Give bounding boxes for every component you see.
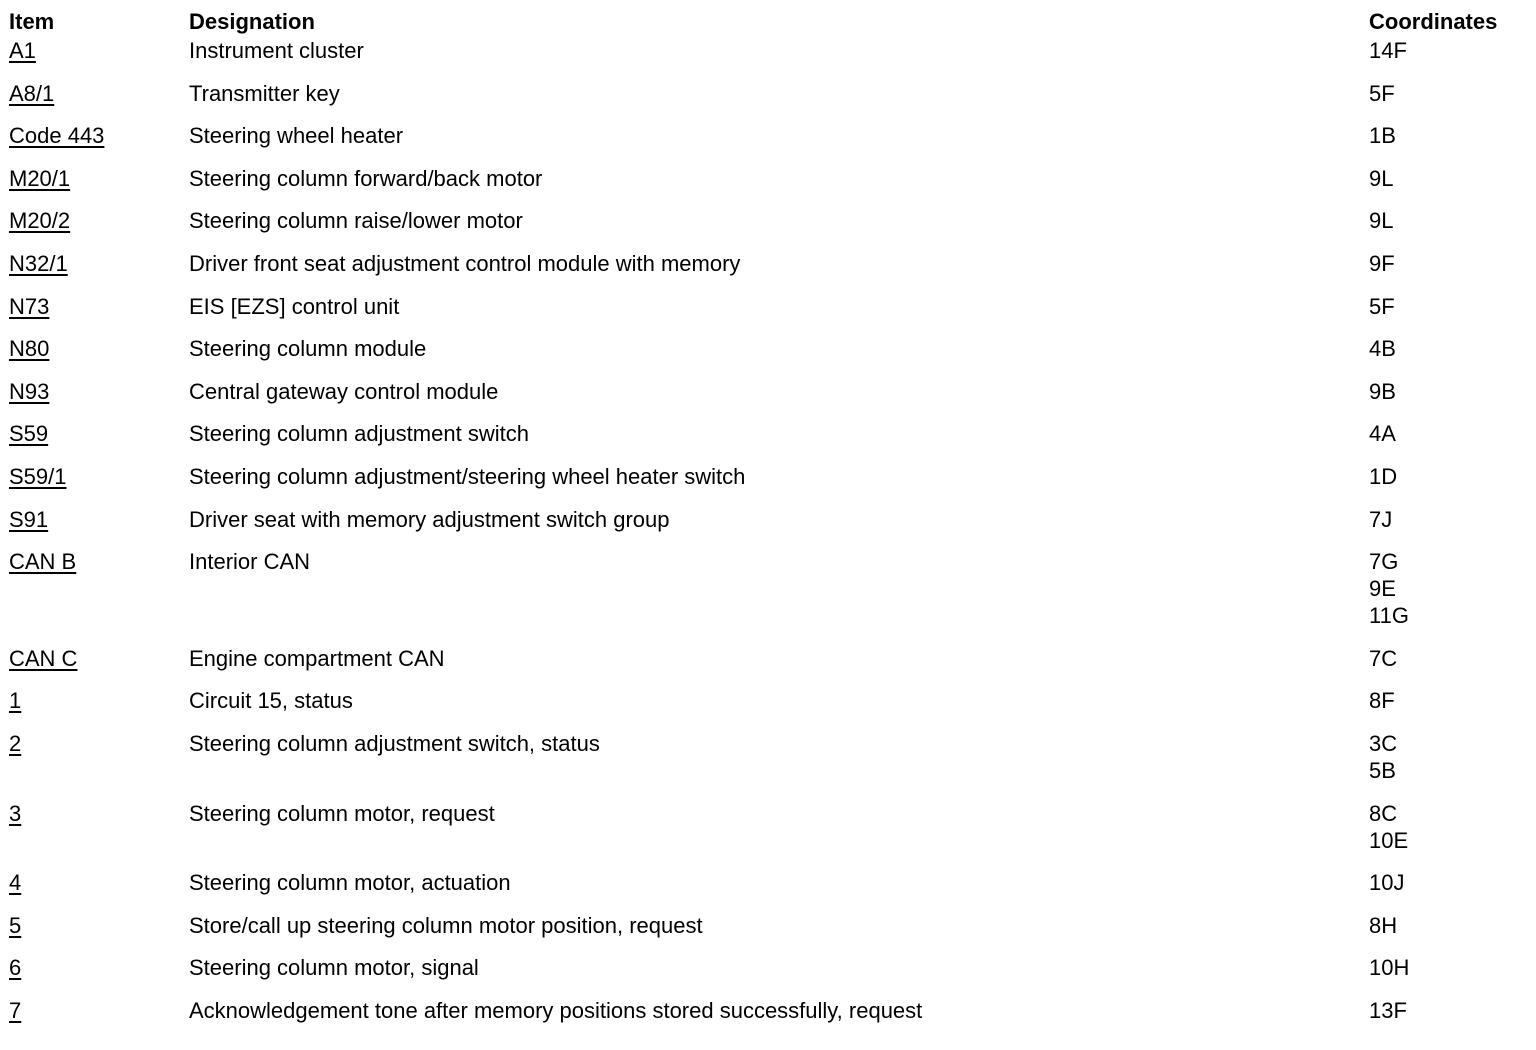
item-link[interactable]: 1: [9, 688, 22, 714]
coordinate-value: 8H: [1369, 912, 1398, 938]
coordinate-value: 9B: [1369, 378, 1396, 404]
item-link[interactable]: Code 443: [9, 123, 105, 149]
item-link[interactable]: N93: [9, 378, 50, 404]
table-cell-coordinates: [1369, 335, 1396, 362]
table-row: [9, 548, 1529, 645]
coordinate-value: 9F: [1369, 250, 1395, 276]
table-cell-item: [9, 165, 70, 192]
coordinate-value: 9E: [1369, 576, 1396, 602]
table-row: [9, 207, 1529, 250]
table-cell-coordinates: [1369, 645, 1397, 672]
table-cell-item: [9, 730, 21, 757]
coordinate-value: 1B: [1369, 123, 1396, 149]
table-cell-coordinates: [1369, 506, 1392, 533]
coordinate-value: 7C: [1369, 645, 1398, 671]
table-cell-item: [9, 80, 54, 107]
table-cell-item: [9, 463, 67, 490]
table-cell-item: [9, 548, 76, 575]
table-row: [9, 800, 1529, 870]
coordinate-value: 14F: [1369, 38, 1407, 63]
coordinate-value: 5F: [1369, 293, 1395, 319]
table-cell-item: [9, 506, 48, 533]
table-cell-coordinates: [1369, 463, 1397, 490]
coordinate-value: 11G: [1369, 603, 1409, 629]
table-row: [9, 37, 1529, 80]
table-cell-designation: Steering wheel heater: [189, 123, 404, 149]
table-cell-coordinates: [1369, 954, 1409, 981]
header-item: Item: [9, 9, 55, 34]
table-cell-coordinates: [1369, 730, 1397, 784]
table-cell-item: [9, 122, 104, 149]
table-cell-designation: Steering column motor, request: [189, 800, 495, 826]
table-body: [9, 37, 1529, 1039]
table-cell-item: [9, 687, 21, 714]
table-cell-item: [9, 378, 49, 405]
table-row: [9, 80, 1529, 123]
table-cell-item: [9, 207, 70, 234]
item-link[interactable]: S59/1: [9, 463, 67, 489]
table-row: [9, 463, 1529, 506]
coordinate-value: 7G: [1369, 549, 1399, 575]
table-cell-coordinates: [1369, 207, 1393, 234]
table-cell-coordinates: [1369, 869, 1404, 896]
table-cell-designation: Steering column module: [189, 336, 427, 362]
item-link[interactable]: 3: [9, 800, 22, 826]
coordinate-value: 5B: [1369, 757, 1396, 783]
item-link[interactable]: N32/1: [9, 250, 68, 276]
table-cell-designation: Steering column adjustment/steering wheel heater switch: [189, 463, 746, 489]
table-cell-coordinates: [1369, 997, 1407, 1024]
coordinate-value: 4A: [1369, 421, 1396, 447]
table-cell-coordinates: [1369, 37, 1407, 64]
table-row: [9, 912, 1529, 955]
table-cell-coordinates: [1369, 80, 1395, 107]
header-coordinates: Coordinates: [1369, 9, 1498, 34]
item-link[interactable]: N73: [9, 293, 50, 319]
legend-table: [9, 8, 1529, 1039]
table-cell-designation: Steering column adjustment switch: [189, 421, 529, 447]
table-cell-designation: Steering column motor, actuation: [189, 870, 511, 896]
item-link[interactable]: M20/2: [9, 208, 71, 234]
table-cell-designation: Store/call up steering column motor position, request: [189, 912, 703, 938]
table-cell-item: [9, 420, 48, 447]
table-cell-designation: EIS [EZS] control unit: [189, 293, 400, 319]
item-link[interactable]: S59: [9, 421, 49, 447]
header-designation: Designation: [189, 9, 315, 34]
table-cell-coordinates: [1369, 687, 1395, 714]
item-link[interactable]: 5: [9, 912, 22, 938]
table-cell-coordinates: [1369, 420, 1396, 447]
table-cell-designation: Acknowledgement tone after memory positions stored successfully, request: [189, 997, 923, 1023]
table-cell-item: [9, 800, 21, 827]
table-cell-coordinates: [1369, 912, 1397, 939]
table-cell-designation: Instrument cluster: [189, 38, 364, 63]
coordinate-value: 10H: [1369, 955, 1410, 981]
table-row: [9, 165, 1529, 208]
table-cell-item: [9, 335, 49, 362]
table-cell-coordinates: [1369, 293, 1395, 320]
item-link[interactable]: A1: [9, 38, 36, 63]
table-cell-designation: Central gateway control module: [189, 378, 499, 404]
table-cell-designation: Engine compartment CAN: [189, 645, 445, 671]
table-row: [9, 687, 1529, 730]
table-row: [9, 420, 1529, 463]
item-link[interactable]: M20/1: [9, 165, 71, 191]
table-cell-item: [9, 869, 21, 896]
table-cell-coordinates: [1369, 165, 1393, 192]
table-cell-designation: Steering column forward/back motor: [189, 165, 543, 191]
item-link[interactable]: N80: [9, 336, 50, 362]
table-row: [9, 122, 1529, 165]
table-row: [9, 869, 1529, 912]
table-header-row: [9, 8, 1529, 37]
item-link[interactable]: CAN B: [9, 549, 77, 575]
table-cell-item: [9, 250, 68, 277]
coordinate-value: 8F: [1369, 688, 1395, 714]
coordinate-value: 3C: [1369, 730, 1398, 756]
table-cell-designation: Steering column raise/lower motor: [189, 208, 523, 234]
coordinate-value: 13F: [1369, 997, 1407, 1023]
item-link[interactable]: CAN C: [9, 645, 78, 671]
item-link[interactable]: S91: [9, 506, 49, 532]
coordinate-value: 4B: [1369, 336, 1396, 362]
table-cell-coordinates: [1369, 548, 1409, 629]
coordinate-value: 8C: [1369, 800, 1398, 826]
table-row: [9, 997, 1529, 1040]
table-row: [9, 293, 1529, 336]
table-row: [9, 506, 1529, 549]
table-cell-designation: Steering column adjustment switch, status: [189, 730, 600, 756]
table-cell-coordinates: [1369, 250, 1395, 277]
table-cell-coordinates: [1369, 378, 1396, 405]
item-link[interactable]: 4: [9, 870, 22, 896]
table-row: [9, 645, 1529, 688]
table-cell-coordinates: [1369, 800, 1408, 854]
table-cell-designation: Driver seat with memory adjustment switch group: [189, 506, 670, 532]
item-link[interactable]: 2: [9, 730, 22, 756]
item-link[interactable]: 6: [9, 955, 22, 981]
coordinate-value: 1D: [1369, 463, 1398, 489]
coordinate-value: 10J: [1369, 870, 1405, 896]
table-cell-designation: Driver front seat adjustment control module with memory: [189, 250, 741, 276]
table-cell-designation: Interior CAN: [189, 549, 311, 575]
table-cell-item: [9, 912, 21, 939]
table-cell-designation: Transmitter key: [189, 80, 340, 106]
table-cell-item: [9, 293, 49, 320]
table-row: [9, 954, 1529, 997]
coordinate-value: 7J: [1369, 506, 1393, 532]
table-row: [9, 335, 1529, 378]
table-cell-designation: Circuit 15, status: [189, 688, 353, 714]
coordinate-value: 9L: [1369, 208, 1394, 234]
table-row: [9, 378, 1529, 421]
item-link[interactable]: 7: [9, 997, 22, 1023]
table-row: [9, 250, 1529, 293]
table-row: [9, 730, 1529, 800]
item-link[interactable]: A8/1: [9, 80, 55, 106]
coordinate-value: 5F: [1369, 80, 1395, 106]
coordinate-value: 9L: [1369, 165, 1394, 191]
table-cell-designation: Steering column motor, signal: [189, 955, 479, 981]
table-cell-item: [9, 997, 21, 1024]
table-cell-item: [9, 645, 77, 672]
coordinate-value: 10E: [1369, 827, 1409, 853]
table-cell-coordinates: [1369, 122, 1396, 149]
table-cell-item: [9, 954, 21, 981]
table-cell-item: [9, 37, 36, 64]
